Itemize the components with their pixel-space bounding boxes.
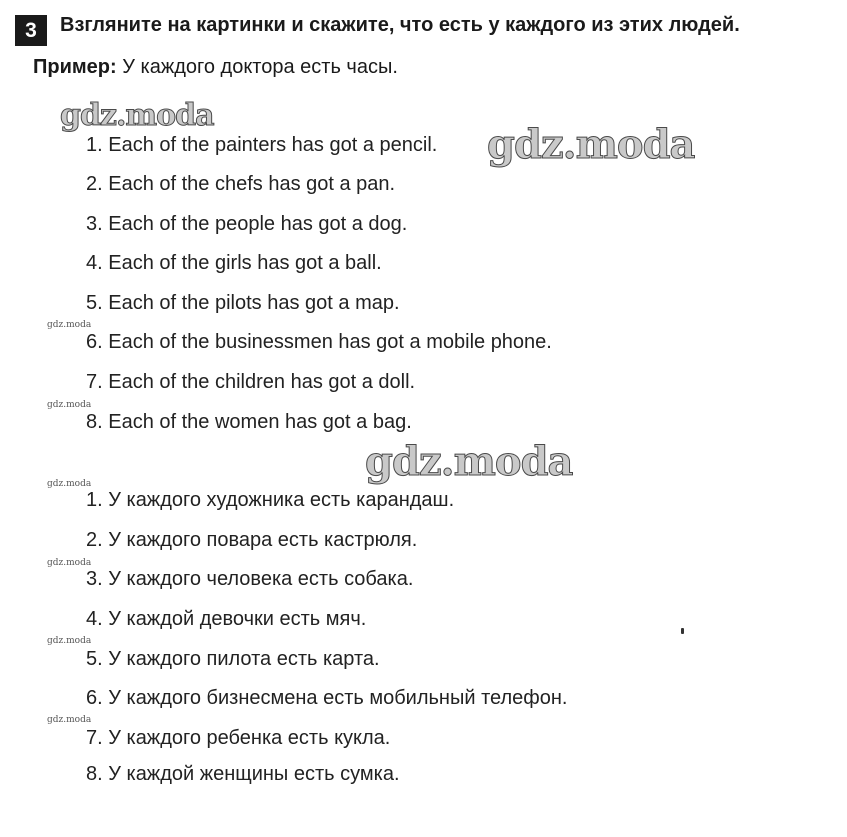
example-label: Пример: xyxy=(33,56,117,78)
watermark-small: gdz.moda xyxy=(47,400,92,410)
watermark-small: gdz.moda xyxy=(47,558,92,568)
russian-answer: 2. У каждого повара есть кастрюля. xyxy=(86,529,418,551)
english-answer: 4. Each of the girls has got a ball. xyxy=(86,252,382,274)
example-line xyxy=(33,56,398,79)
english-answer: 8. Each of the women has got a bag. xyxy=(86,411,412,433)
english-answer: 2. Each of the chefs has got a pan. xyxy=(86,173,396,195)
watermark-small: gdz.moda xyxy=(47,636,92,646)
russian-answer: 1. У каждого художника есть карандаш. xyxy=(86,489,455,511)
russian-answer: 7. У каждого ребенка есть кукла. xyxy=(86,727,391,749)
watermark-small: gdz.moda xyxy=(47,320,92,330)
english-answer: 1. Each of the painters has got a pencil. xyxy=(86,134,438,156)
watermark-logo: gdz.moda xyxy=(365,438,573,485)
english-answer: 5. Each of the pilots has got a map. xyxy=(86,292,400,314)
task-number-badge: 3 xyxy=(15,15,47,46)
russian-answer: 5. У каждого пилота есть карта. xyxy=(86,648,380,670)
watermark-logo: gdz.moda xyxy=(60,98,214,133)
russian-answer: 8. У каждой женщины есть сумка. xyxy=(86,763,400,785)
watermark-small: gdz.moda xyxy=(47,479,92,489)
example-text: У каждого доктора есть часы. xyxy=(122,56,398,78)
russian-answer: 4. У каждой девочки есть мяч. xyxy=(86,608,367,630)
english-answer: 7. Each of the children has got a doll. xyxy=(86,371,416,393)
russian-answer: 6. У каждого бизнесмена есть мобильный телефон. xyxy=(86,687,568,709)
english-answer: 6. Each of the businessmen has got a mobile phone. xyxy=(86,331,552,353)
task-title: Взгляните на картинки и скажите, что есть у каждого из этих людей. xyxy=(60,14,740,36)
russian-answer: 3. У каждого человека есть собака. xyxy=(86,568,414,590)
english-answer: 3. Each of the people has got a dog. xyxy=(86,213,408,235)
watermark-small: gdz.moda xyxy=(47,715,92,725)
ink-speck xyxy=(681,628,684,634)
watermark-logo: gdz.moda xyxy=(487,121,695,168)
